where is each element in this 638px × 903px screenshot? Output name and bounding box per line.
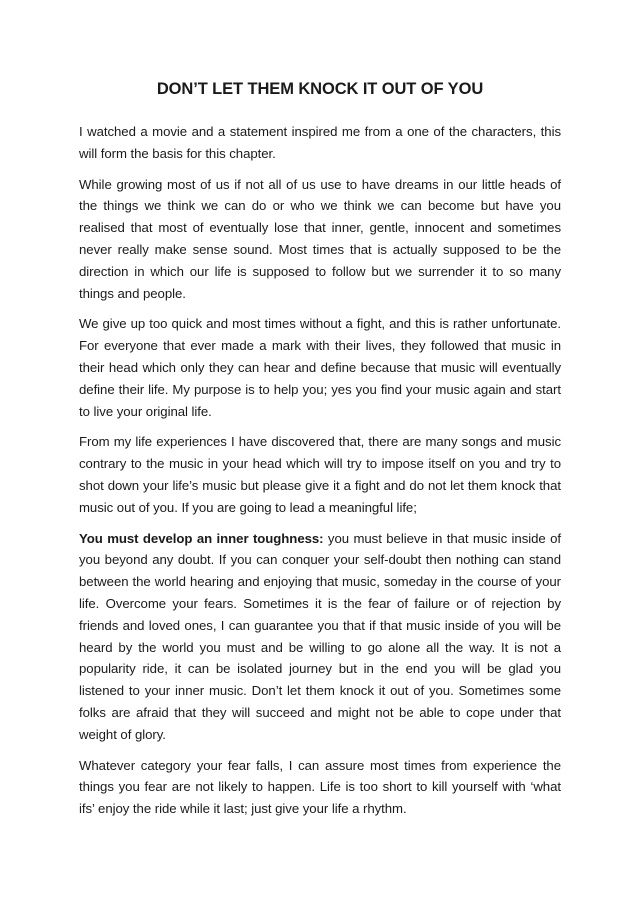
inner-toughness-text: you must believe in that music inside of you beyond any doubt. If you can conquer your self-doubt then nothing can stand between the world hearing and enjoying that music, someday in the course of your life. Overcome your fears. Sometimes it is the fear of failure or of rejection by friends and loved ones, I can guarantee you that if that music inside of you will be heard by the world you must and be willing to go alone all the way. It is not a popularity ride, it can be isolated journey but in the end you will be glad you listened to your inner music. Don’t let them knock it out of you. Sometimes some folks are afraid that they will succeed and might not be able to cope under that weight of glory. [79, 530, 562, 742]
paragraph-dreams: While growing most of us if not all of us use to have dreams in our little heads of the things we think we can do or who we think we can become but have you realised that most of eventually lose that inner, gentle, innocent and sometimes never really make sense sound. Most times that is actually supposed to be the direction in which our life is supposed to follow but we surrender it to so many things and people. [79, 176, 561, 301]
inner-toughness-lead: You must develop an inner toughness: [79, 530, 324, 546]
chapter-title: DON’T LET THEM KNOCK IT OUT OF YOU [156, 80, 484, 98]
paragraph-closing: Whatever category your fear falls, I can assure most times from experience the things you fear are not likely to happen. Life is too short to kill yourself with ‘what ifs’ enjoy the ride while it last; just give your life a rhythm. [79, 757, 561, 817]
document-page [79, 0, 561, 903]
paragraph-experiences: From my life experiences I have discovered that, there are many songs and music contrary to the music in your head which will try to impose itself on you and try to shot down your life’s music but please give it a fight and do not let them knock that music out of you. If you are going to lead a meaningful life; [79, 434, 561, 515]
paragraph-intro: I watched a movie and a statement inspired me from a one of the characters, this will form the basis for this chapter. [79, 124, 561, 161]
document-body [79, 121, 561, 829]
paragraph-inner-toughness [79, 528, 561, 746]
paragraph-give-up: We give up too quick and most times without a fight, and this is rather unfortunate. For everyone that ever made a mark with their lives, they followed that music in their head which only they can hear and define because that music will eventually define their life. My purpose is to help you; yes you find your music again and start to live your original life. [79, 316, 561, 419]
